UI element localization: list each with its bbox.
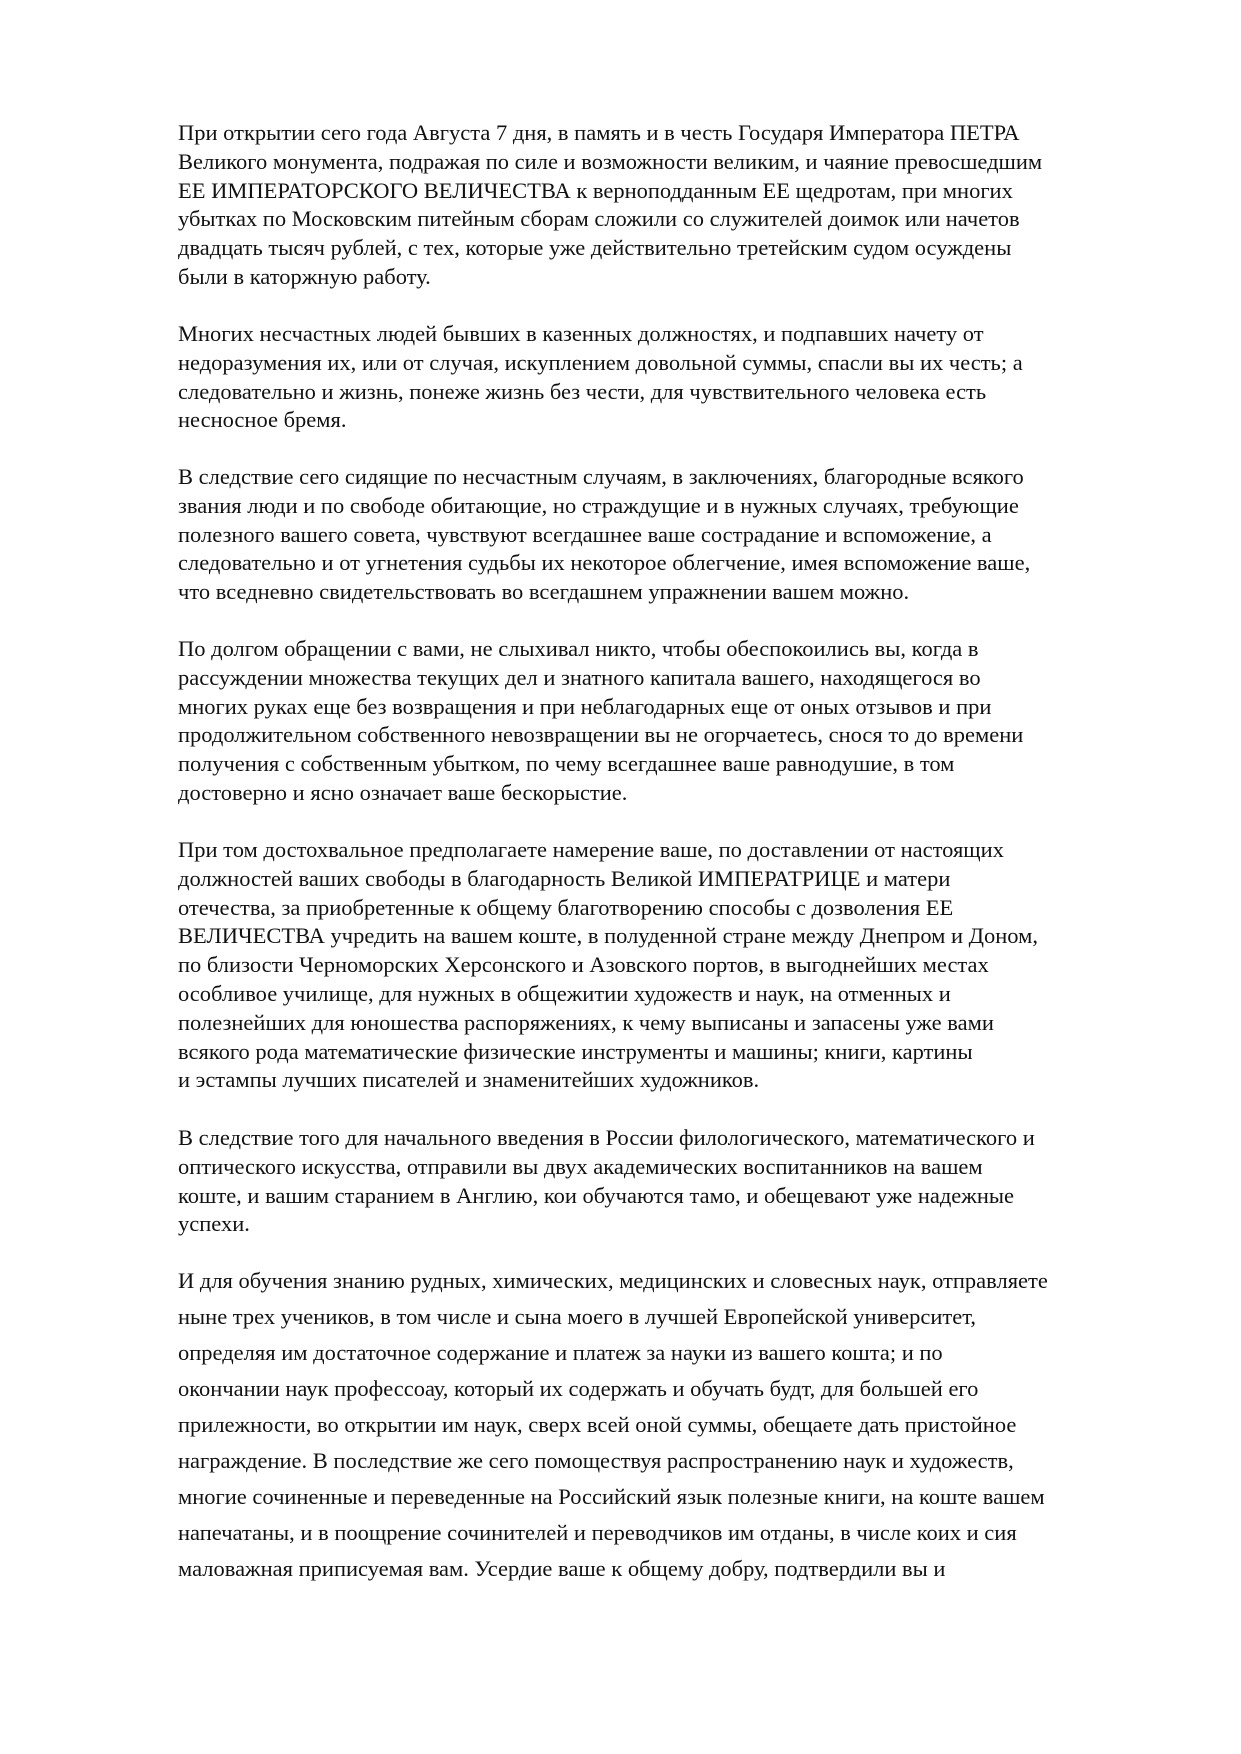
paragraph-line: двадцать тысяч рублей, с тех, которые уже действительно третейским судом осуждены xyxy=(178,235,1012,261)
paragraph-line: По долгом обращении с вами, не слыхивал никто, чтобы обеспокоились вы, когда в xyxy=(178,636,979,661)
paragraph-line: ВЕЛИЧЕСТВА учредить на вашем коште, в полуденной стране между Днепром и Доном, xyxy=(178,923,1038,949)
paragraph-line: убытках по Московским питейным сборам сложили со служителей доимок или начетов xyxy=(178,206,1020,232)
paragraph-2 xyxy=(178,320,1163,435)
paragraph-line: многих руках еще без возвращения и при неблагодарных еще от оных отзывов и при xyxy=(178,693,992,719)
paragraph-line: При открытии сего года Августа 7 дня, в память и в честь Государя Императора ПЕТРА xyxy=(178,120,1020,145)
paragraph-line: прилежности, во открытии им наук, сверх всей оной суммы, обещаете дать пристойное xyxy=(178,1412,1017,1437)
paragraph-line: В следствие сего сидящие по несчастным случаям, в заключениях, благородные всякого xyxy=(178,464,1024,489)
paragraph-line: полезного вашего совета, чувствуют всегдашнее ваше сострадание и вспоможение, а xyxy=(178,521,992,547)
paragraph-line: полезнейших для юношества распоряжениях, к чему выписаны и запасены уже вами xyxy=(178,1009,994,1035)
paragraph-line: особливое училище, для нужных в общежитии художеств и наук, на отменных и xyxy=(178,980,951,1006)
paragraph-line: недоразумения их, или от случая, искуплением довольной суммы, спасли вы их честь; а xyxy=(178,349,1023,375)
paragraph-line: Многих несчастных людей бывших в казенных должностях, и подпавших начету от xyxy=(178,321,984,346)
paragraph-line: маловажная приписуемая вам. Усердие ваше к общему добру, подтвердили вы и xyxy=(178,1556,946,1581)
paragraph-line: что вседневно свидетельствовать во всегдашнем упражнении вашем можно. xyxy=(178,579,910,605)
paragraph-line: рассуждении множества текущих дел и знатного капитала вашего, находящегося во xyxy=(178,664,981,690)
paragraph-line: следовательно и жизнь, понеже жизнь без чести, для чувствительного человека есть xyxy=(178,378,987,404)
paragraph-line: определяя им достаточное содержание и платеж за науки из вашего кошта; и по xyxy=(178,1340,943,1365)
paragraph-line: звания люди и по свободе обитающие, но страждущие и в нужных случаях, требующие xyxy=(178,492,1019,518)
paragraph-line: При том достохвальное предполагаете намерение ваше, по доставлении от настоящих xyxy=(178,837,1004,862)
paragraph-line: Великого монумента, подражая по силе и возможности великим, и чаяние превосшедшим xyxy=(178,148,1043,174)
paragraph-line: многие сочиненные и переведенные на Российский язык полезные книги, на коште вашем xyxy=(178,1484,1045,1509)
paragraph-line: коште, и вашим старанием в Англию, кои обучаются тамо, и обещевают уже надежные xyxy=(178,1182,1014,1208)
paragraph-line: должностей ваших свободы в благодарность Великой ИМПЕРАТРИЦЕ и матери xyxy=(178,865,951,891)
paragraph-line: были в каторжную работу. xyxy=(178,263,431,289)
paragraph-line: В следствие того для начального введения в России филологического, математического и xyxy=(178,1125,1035,1150)
paragraph-line: достоверно и ясно означает ваше бескорыстие. xyxy=(178,779,628,805)
paragraph-7 xyxy=(178,1263,1163,1587)
paragraph-line: несносное бремя. xyxy=(178,407,347,433)
paragraph-5 xyxy=(178,836,1163,1095)
paragraph-line: окончании наук профессоау, который их содержать и обучать будт, для большей его xyxy=(178,1376,979,1401)
paragraph-line: напечатаны, и в поощрение сочинителей и переводчиков им отданы, в числе коих и сия xyxy=(178,1520,1017,1545)
paragraph-line: и эстампы лучших писателей и знаменитейших художников. xyxy=(178,1067,760,1093)
paragraph-4 xyxy=(178,635,1163,808)
paragraph-1 xyxy=(178,119,1163,292)
paragraph-line: оптического искусства, отправили вы двух академических воспитанников на вашем xyxy=(178,1153,983,1179)
paragraph-line: ЕЕ ИМПЕРАТОРСКОГО ВЕЛИЧЕСТВА к верноподданным ЕЕ щедротам, при многих xyxy=(178,177,1013,203)
paragraph-line: И для обучения знанию рудных, химических, медицинских и словесных наук, отправляете xyxy=(178,1268,1048,1293)
paragraph-3 xyxy=(178,463,1163,607)
paragraph-line: продолжительном собственного невозвращении вы не огорчаетесь, снося то до времени xyxy=(178,722,1024,748)
paragraph-line: всякого рода математические физические инструменты и машины; книги, картины xyxy=(178,1038,973,1064)
paragraph-line: успехи. xyxy=(178,1211,250,1237)
paragraph-line: следовательно и от угнетения судьбы их некоторое облегчение, имея вспоможение ваше, xyxy=(178,550,1031,576)
paragraph-6 xyxy=(178,1124,1163,1239)
paragraph-line: ныне трех учеников, в том числе и сына моего в лучшей Европейской университет, xyxy=(178,1304,976,1329)
paragraph-line: награждение. В последствие же сего помоществуя распространению наук и художеств, xyxy=(178,1448,1014,1473)
paragraph-line: по близости Черноморских Херсонского и Азовского портов, в выгоднейших местах xyxy=(178,952,989,978)
paragraph-line: получения с собственным убытком, по чему всегдашнее ваше равнодушие, в том xyxy=(178,751,955,777)
paragraph-line: отечества, за приобретенные к общему благотворению способы с дозволения ЕЕ xyxy=(178,894,954,920)
